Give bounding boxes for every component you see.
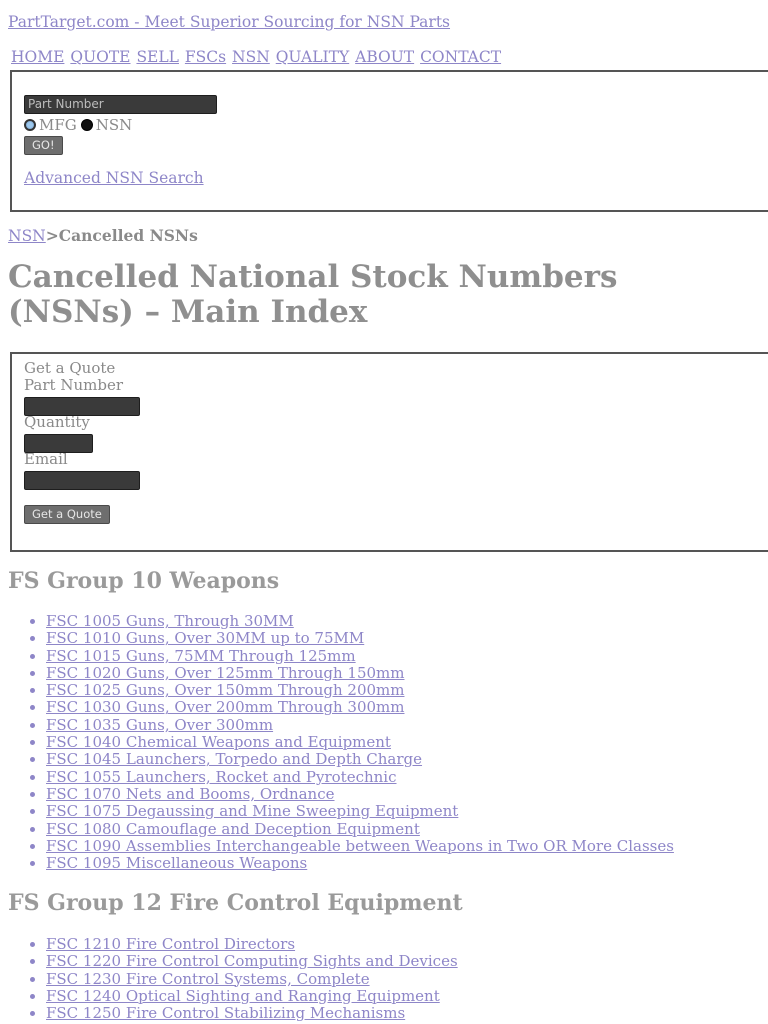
list-item — [46, 988, 458, 1005]
fsc-link[interactable]: FSC 1055 Launchers, Rocket and Pyrotechnic — [46, 767, 397, 786]
radio-mfg-label: MFG — [39, 116, 77, 134]
nav-sell[interactable]: SELL — [136, 48, 179, 66]
fsc-link[interactable]: FSC 1250 Fire Control Stabilizing Mechanisms — [46, 1004, 406, 1023]
fsc-link[interactable]: FSC 1005 Guns, Through 30MM — [46, 612, 294, 630]
quote-part-label: Part Number — [24, 376, 123, 394]
quote-qty-label: Quantity — [24, 413, 90, 431]
fsc-link[interactable]: FSC 1025 Guns, Over 150mm Through 200mm — [46, 681, 405, 700]
list-item — [46, 838, 674, 855]
fsc-link[interactable]: FSC 1240 Optical Sighting and Ranging Equipment — [46, 986, 440, 1005]
list-item — [46, 751, 674, 768]
list-item — [46, 734, 674, 751]
fsc-list-group-12 — [0, 936, 458, 1022]
list-item — [46, 786, 674, 803]
quote-email-input[interactable] — [24, 471, 140, 490]
list-item — [46, 936, 458, 953]
breadcrumb-separator: > — [45, 226, 59, 245]
list-item — [46, 769, 674, 786]
list-item — [46, 1005, 458, 1022]
main-nav — [11, 48, 502, 66]
quote-panel — [10, 352, 768, 552]
fsc-link[interactable]: FSC 1030 Guns, Over 200mm Through 300mm — [46, 698, 405, 717]
list-item — [46, 682, 674, 699]
fsc-link[interactable]: FSC 1075 Degaussing and Mine Sweeping Equipment — [46, 802, 459, 821]
list-item — [46, 648, 674, 665]
breadcrumb-nsn-link[interactable]: NSN — [8, 227, 46, 245]
group-title-10: FS Group 10 Weapons — [8, 568, 280, 594]
breadcrumb-current: Cancelled NSNs — [58, 226, 198, 245]
fsc-link[interactable]: FSC 1015 Guns, 75MM Through 125mm — [46, 646, 356, 665]
list-item — [46, 665, 674, 682]
page-title: Cancelled National Stock Numbers (NSNs) – Main Index — [8, 259, 618, 330]
fsc-link[interactable]: FSC 1010 Guns, Over 30MM up to 75MM — [46, 629, 365, 648]
go-button[interactable]: GO! — [24, 136, 63, 155]
site-title-link[interactable]: PartTarget.com - Meet Superior Sourcing for NSN Parts — [8, 13, 451, 31]
part-number-search-input[interactable]: Part Number — [24, 95, 217, 114]
nav-about[interactable]: ABOUT — [355, 48, 415, 66]
search-panel — [10, 70, 768, 212]
fsc-link[interactable]: FSC 1040 Chemical Weapons and Equipment — [46, 733, 391, 752]
list-item — [46, 803, 674, 820]
fsc-link[interactable]: FSC 1045 Launchers, Torpedo and Depth Charge — [46, 750, 423, 769]
quote-email-label: Email — [24, 450, 68, 468]
list-item — [46, 613, 674, 630]
list-item — [46, 971, 458, 988]
fsc-link[interactable]: FSC 1090 Assemblies Interchangeable between Weapons in Two OR More Classes — [46, 836, 674, 855]
search-type-radio-group — [24, 116, 132, 134]
group-title-12: FS Group 12 Fire Control Equipment — [8, 890, 463, 916]
list-item — [46, 699, 674, 716]
fsc-list-group-10 — [0, 613, 674, 872]
nav-home[interactable]: HOME — [11, 48, 65, 66]
fsc-link[interactable]: FSC 1080 Camouflage and Deception Equipment — [46, 819, 420, 838]
radio-nsn[interactable] — [81, 119, 93, 131]
breadcrumb — [8, 226, 198, 245]
list-item — [46, 717, 674, 734]
radio-nsn-label: NSN — [95, 116, 133, 134]
advanced-nsn-search-link[interactable]: Advanced NSN Search — [24, 169, 204, 187]
list-item — [46, 855, 674, 872]
list-item — [46, 953, 458, 970]
list-item — [46, 630, 674, 647]
nav-nsn[interactable]: NSN — [232, 48, 270, 66]
fsc-link[interactable]: FSC 1095 Miscellaneous Weapons — [46, 854, 308, 873]
nav-fscs[interactable]: FSCs — [184, 48, 227, 66]
quote-heading: Get a Quote — [24, 359, 116, 377]
nav-quote[interactable]: QUOTE — [70, 48, 131, 66]
nav-quality[interactable]: QUALITY — [275, 48, 350, 66]
get-quote-button[interactable]: Get a Quote — [24, 505, 110, 524]
fsc-link[interactable]: FSC 1230 Fire Control Systems, Complete — [46, 969, 370, 988]
nav-contact[interactable]: CONTACT — [420, 48, 502, 66]
fsc-link[interactable]: FSC 1020 Guns, Over 125mm Through 150mm — [46, 663, 405, 682]
fsc-link[interactable]: FSC 1210 Fire Control Directors — [46, 935, 296, 953]
fsc-link[interactable]: FSC 1220 Fire Control Computing Sights and Devices — [46, 952, 458, 971]
list-item — [46, 821, 674, 838]
fsc-link[interactable]: FSC 1070 Nets and Booms, Ordnance — [46, 784, 335, 803]
fsc-link[interactable]: FSC 1035 Guns, Over 300mm — [46, 715, 274, 734]
radio-mfg[interactable] — [24, 119, 36, 131]
